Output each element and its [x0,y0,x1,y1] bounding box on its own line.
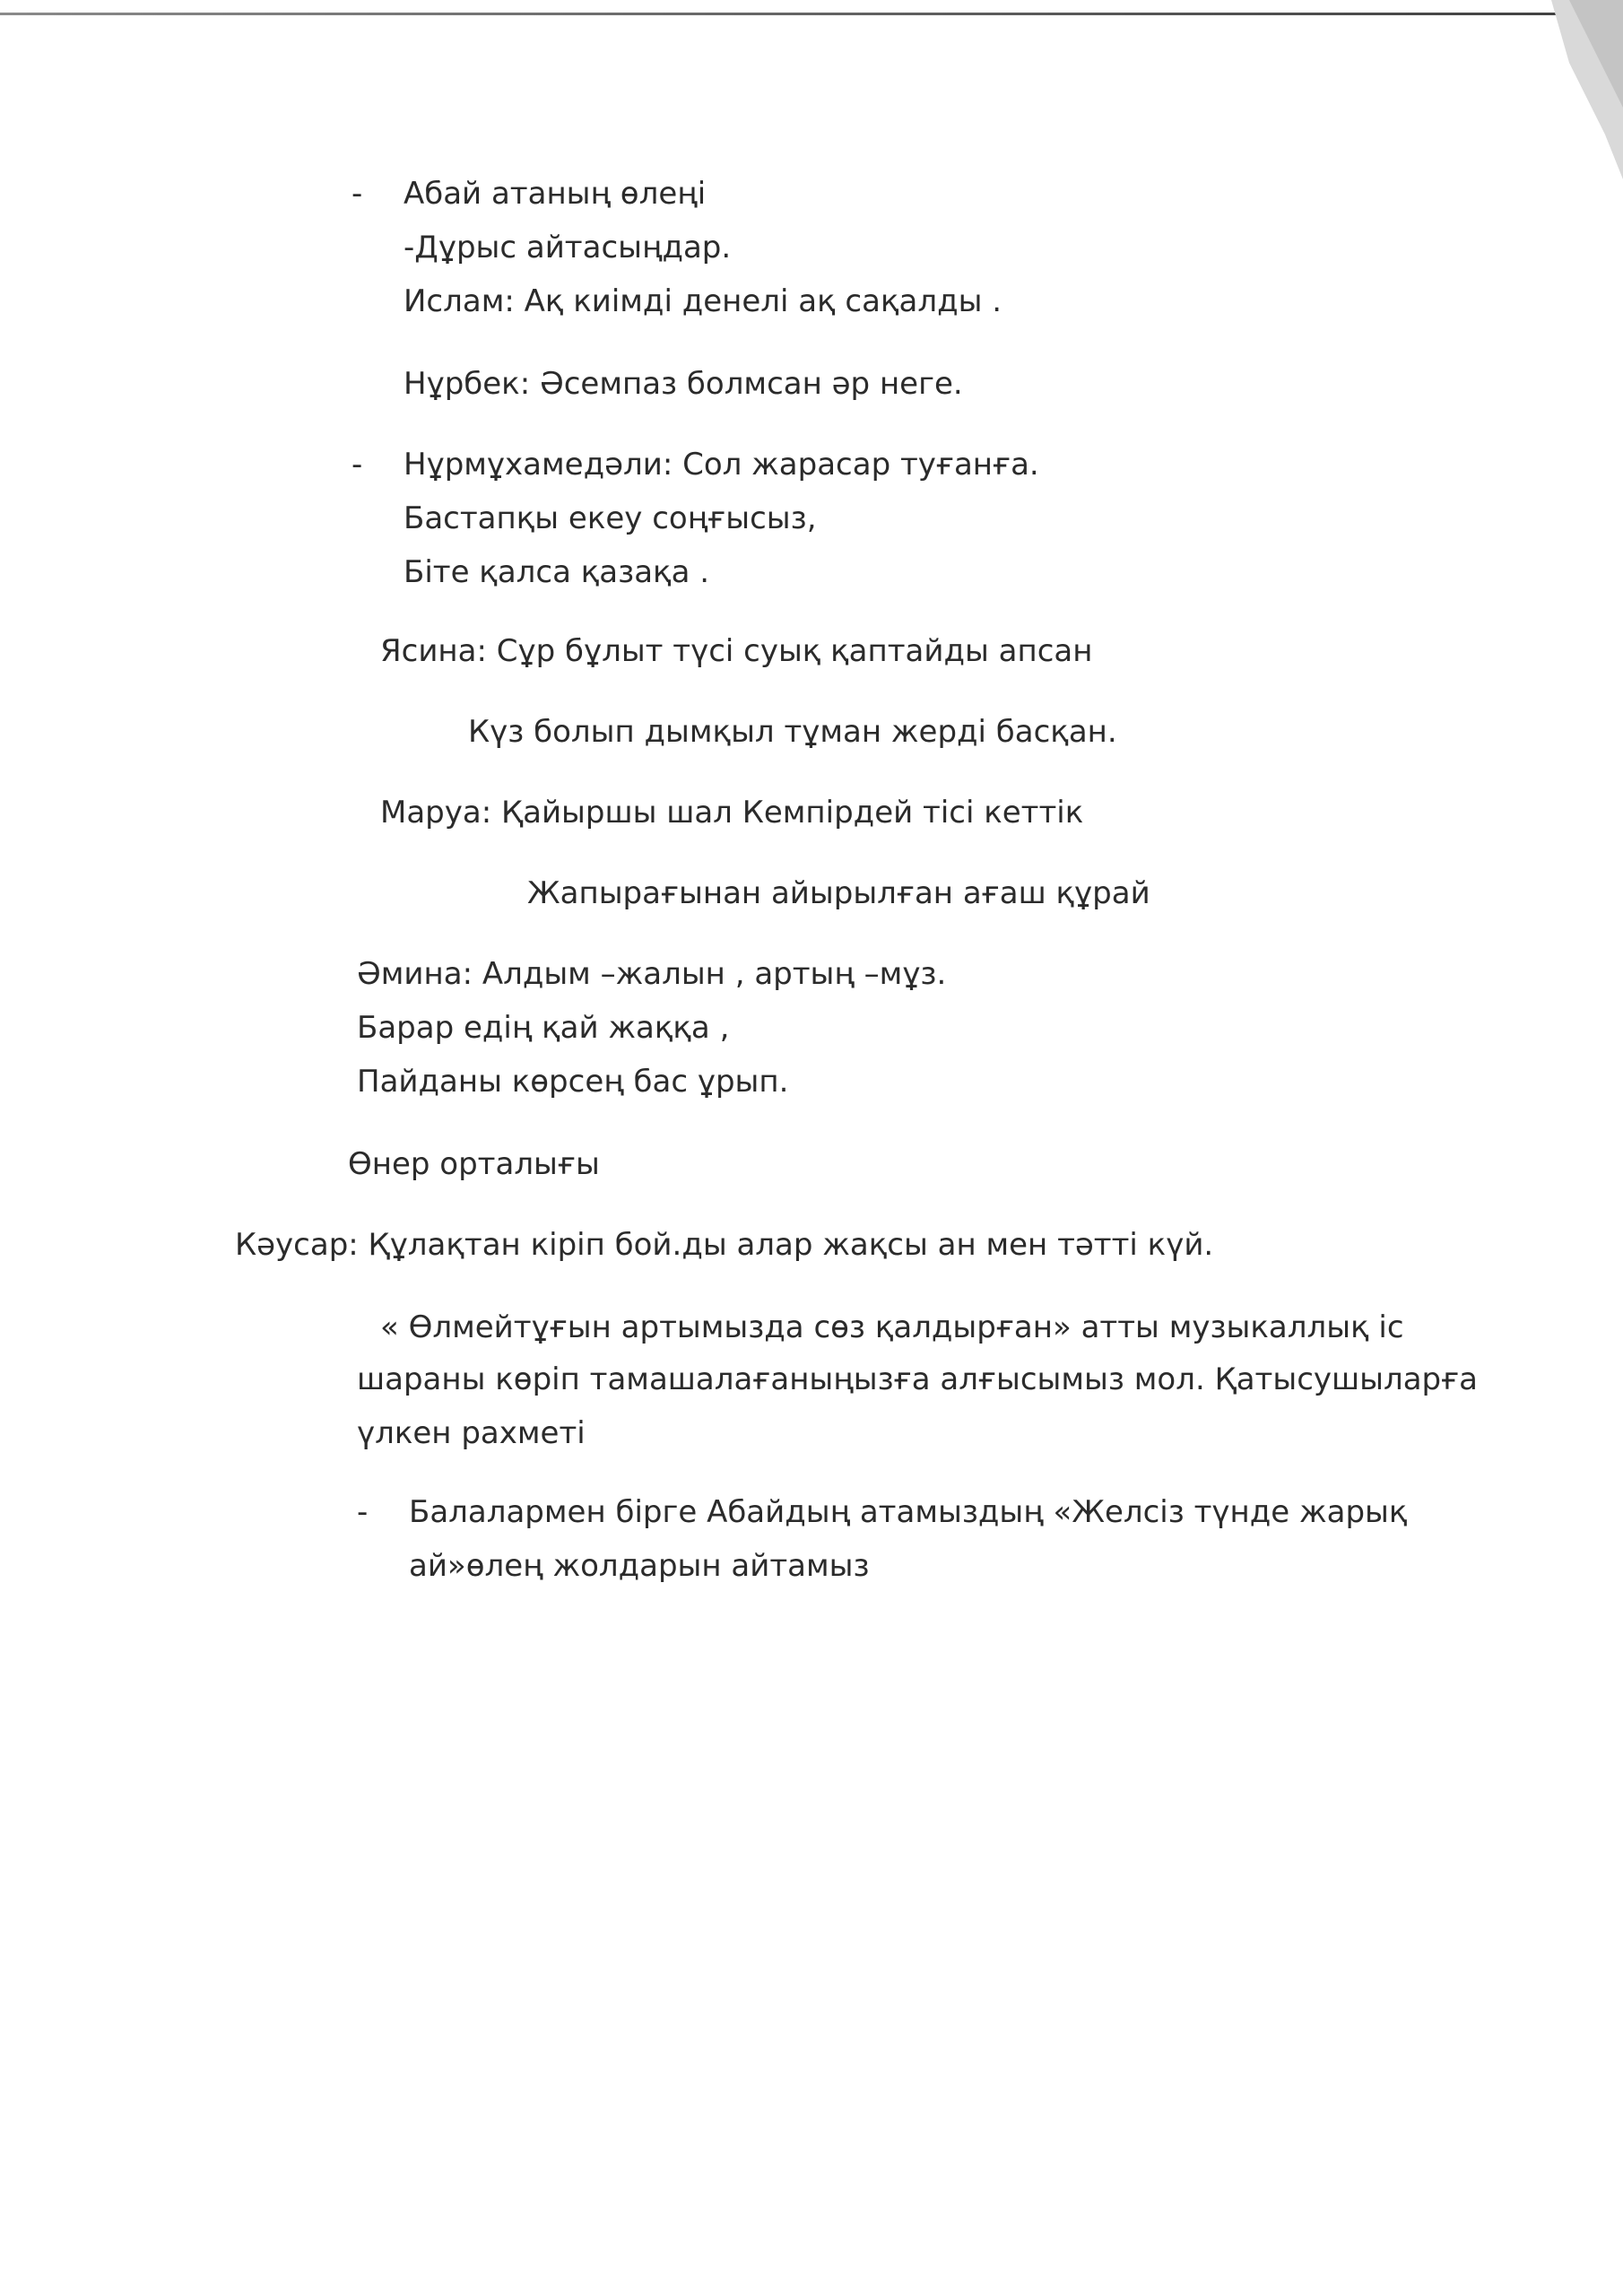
line-barar: Барар едің қай жаққа , [357,1010,730,1046]
line-islam: Ислам: Ақ киімді денелі ақ сақалды . [404,283,1002,319]
bullet-dash: - [357,1494,369,1530]
bullet-dash: - [352,447,363,483]
line-amina: Әмина: Алдым –жалын , артың –мұз. [357,956,947,992]
bullet-dash: - [352,176,363,212]
line-first-two: Бастапқы екеу соңғысыз, [404,500,817,536]
line-abai-poem: Абай атаның өлеңі [404,176,707,212]
line-paidany: Пайданы көрсең бас ұрып. [357,1064,789,1100]
line-art-center: Өнер орталығы [348,1146,600,1182]
scan-top-edge [0,13,1623,15]
line-yasina: Ясина: Сұр бұлыт түсі суық қаптайды апсан [380,633,1093,669]
folded-corner-shadow [1497,0,1623,179]
line-marua: Маруа: Қайыршы шал Кемпірдей тісі кеттік [380,795,1084,831]
line-with-children: Балалармен бірге Абайдың атамыздың «Желсіз түнде жарық [409,1494,1408,1530]
line-leaves: Жапырағынан айырылған ағаш құрай [527,875,1150,911]
line-thanks: шараны көріп тамашалағаныңызға алғысымыз мол. Қатысушыларға [357,1361,1479,1397]
line-nurbek: Нұрбек: Әсемпаз болмсан әр неге. [404,366,963,402]
line-nurmukhamedali: Нұрмұхамедәли: Сол жарасар туғанға. [404,447,1039,483]
line-poem-verses: ай»өлең жолдарын айтамыз [409,1548,870,1584]
line-event-title: « Өлмейтұғын артымызда сөз қалдырған» атты музыкаллық іс [380,1309,1404,1345]
line-big-thanks: үлкен рахметі [357,1415,586,1451]
line-autumn: Күз болып дымқыл тұман жерді басқан. [468,714,1117,750]
line-bite-kalsa: Біте қалса қазақа . [404,554,710,590]
line-kausar: Кәусар: Құлақтан кіріп бой.ды алар жақсы ан мен тәтті күй. [235,1227,1214,1263]
line-correct: -Дұрыс айтасыңдар. [404,230,732,265]
